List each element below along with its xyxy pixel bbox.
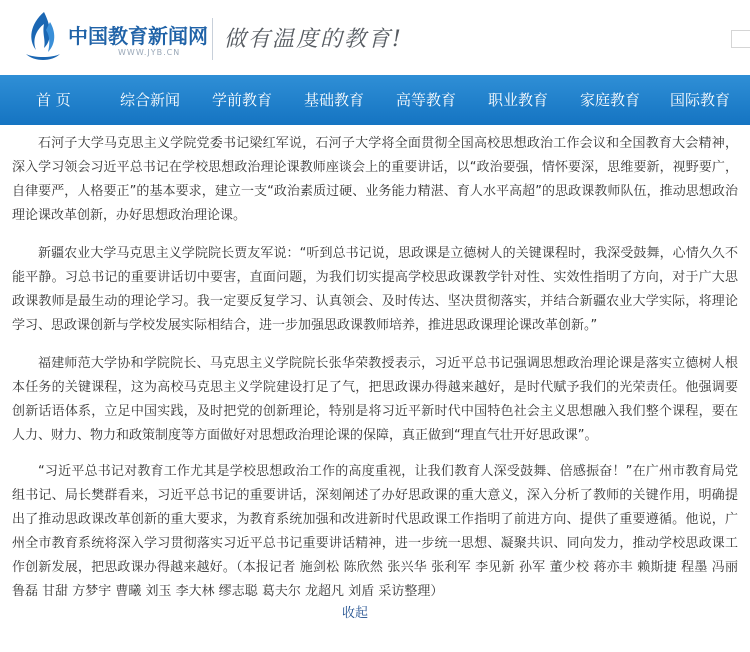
nav-item-family[interactable]: 家庭教育 — [580, 91, 641, 109]
header-edge-box — [731, 30, 750, 48]
main-nav — [0, 75, 750, 125]
article-paragraph: 新疆农业大学马克思主义学院院长贾友军说：“听到总书记说，思政课是立德树人的关键课程时，我深受鼓舞，心情久久不能平静。习总书记的重要讲话切中要害，直面问题，为我们切实提高学校思政课教学针对性、实效性指明了方向，对于广大思政课教师是最生动的理论学习。我一定要反复学习、认真领会、及时传达、坚决贯彻落实，并结合新疆农业大学实际，将理论学习、思政课创新与学校发展实际相结合，进一步加强思政课教师培养，推进思政课理论课改革创新。” — [12, 246, 738, 333]
flame-logo-icon[interactable] — [22, 10, 62, 64]
site-logo-url: WWW.JYB.CN — [118, 48, 181, 57]
site-slogan: 做有温度的教育! — [224, 27, 403, 52]
nav-item-general-news[interactable]: 综合新闻 — [120, 91, 181, 109]
article-paragraph: 石河子大学马克思主义学院党委书记梁红军说，石河子大学将全面贯彻全国高校思想政治工作会议和全国教育大会精神，深入学习领会习近平总书记在学校思想政治理论课教师座谈会上的重要讲话，以“政治要强，情怀要深，思维要新，视野要广，自律要严，人格要正”的基本要求，建立一支“政治素质过硬、业务能力精湛、育人水平高超”的思政课教师队伍，推动思想政治理论课改革创新，办好思想政治理论课。 — [12, 136, 738, 223]
nav-item-basic-education[interactable]: 基础教育 — [304, 91, 365, 109]
nav-item-home[interactable]: 首 页 — [36, 91, 71, 109]
nav-item-higher-education[interactable]: 高等教育 — [396, 91, 457, 109]
nav-item-international[interactable]: 国际教育 — [670, 91, 731, 109]
collapse-link[interactable]: 收起 — [342, 606, 369, 621]
nav-item-vocational[interactable]: 职业教育 — [488, 91, 549, 109]
header-divider — [212, 18, 213, 60]
article-paragraph: “习近平总书记对教育工作尤其是学校思想政治工作的高度重视，让我们教育人深受鼓舞、倍感振奋！”在广州市教育局党组书记、局长樊群看来，习近平总书记的重要讲话，深刻阐述了办好思政课的重大意义，深入分析了教师的关键作用，明确提出了推动思政课改革创新的重大要求，为教育系统加强和改进新时代思政课工作指明了前进方向、提供了重要遵循。他说，广州全市教育系统将深入学习贯彻落实习近平总书记重要讲话精神，进一步统一思想、凝聚共识、同向发力，推动学校思政课工作创新发展，把思政课办得越来越好。（本报记者 施剑松 陈欣然 张兴华 张利军 李见新 孙军 董少校 蒋亦丰 赖斯捷 程墨 冯丽 鲁磊 甘甜 方梦宇 曹曦 刘玉 李大林 缪志聪 葛夫尔 龙超凡 刘盾 采访整理） — [12, 464, 738, 599]
nav-item-preschool[interactable]: 学前教育 — [212, 91, 273, 109]
site-logo-text[interactable]: 中国教育新闻网 — [68, 24, 208, 48]
article-paragraph: 福建师范大学协和学院院长、马克思主义学院院长张华荣教授表示，习近平总书记强调思想政治理论课是落实立德树人根本任务的关键课程，这为高校马克思主义学院建设打足了气，把思政课办得越来越好，是时代赋予我们的光荣责任。他强调要创新话语体系，立足中国实践，及时把党的创新理论，特别是将习近平新时代中国特色社会主义思想融入我们整个课程，要在人力、财力、物力和政策制度等方面做好对思想政治理论课的保障，真正做到“理直气壮开好思政课”。 — [12, 356, 738, 443]
site-header — [0, 0, 750, 75]
